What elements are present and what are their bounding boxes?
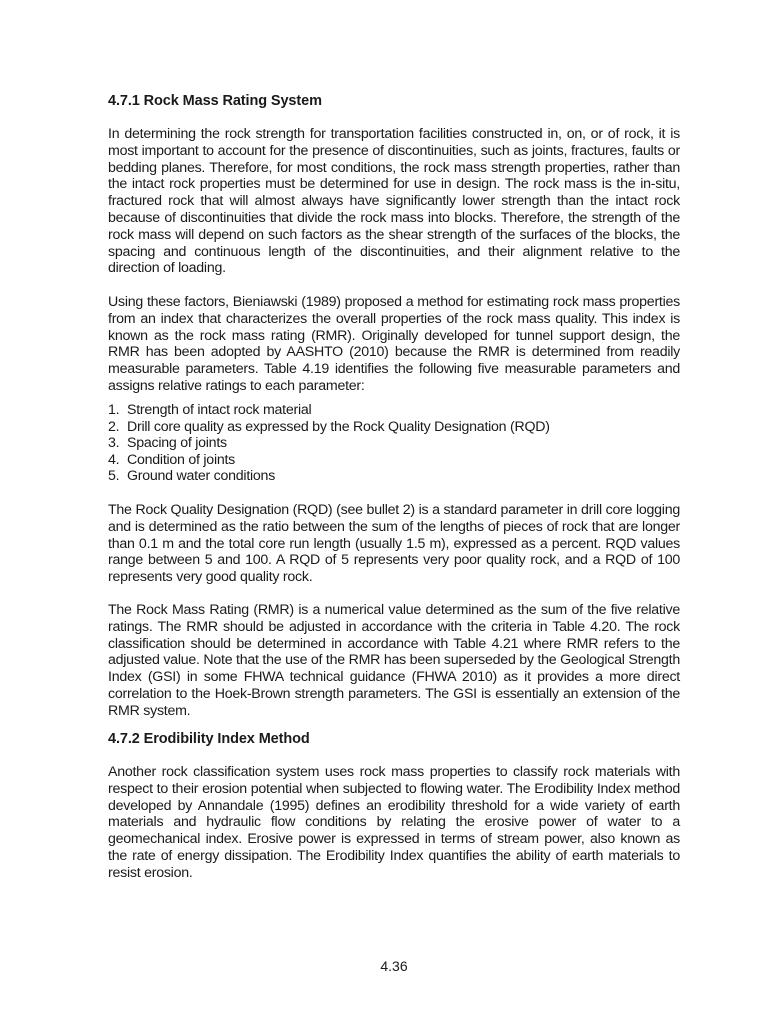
list-item-text: Drill core quality as expressed by the Rock Quality Designation (RQD) — [127, 418, 550, 435]
section-heading-4-7-1: 4.7.1 Rock Mass Rating System — [108, 93, 322, 109]
page-number: 4.36 — [380, 958, 408, 974]
list-item-number: 2. — [108, 418, 120, 435]
list-item — [108, 468, 680, 485]
paragraph-rmr: The Rock Mass Rating (RMR) is a numerical value determined as the sum of the five relative ratings. The RMR should be adjusted in accordance with the criteria in Table 4.20. The rock classification should be determined in accordance with Table 4.21 where RMR refers to the adjusted value. Note that the use of the RMR has been superseded by the Geological Strength Index (GSI) in some FHWA technical guidance (FHWA 2010) as it provides a more direct correlation to the Hoek-Brown strength parameters. The GSI is essentially an extension of the RMR system. — [108, 602, 680, 719]
list-item-number: 5. — [108, 468, 120, 484]
list-item — [108, 402, 680, 419]
list-item-number: 3. — [108, 435, 120, 451]
list-item-text: Spacing of joints — [127, 435, 227, 451]
list-item-number: 1. — [108, 402, 120, 418]
list-item-number: 4. — [108, 451, 120, 468]
document-page — [108, 0, 680, 1024]
paragraph-rqd: The Rock Quality Designation (RQD) (see bullet 2) is a standard parameter in drill core logging and is determined as the ratio between the sum of the lengths of pieces of rock that are longer than 0.1 m and the total core run length (usually 1.5 m), expressed as a percent. RQD values range between 5 and 100. A RQD of 5 represents very poor quality rock, and a RQD of 100 represents very good quality rock. — [108, 502, 680, 586]
list-item-text: Ground water conditions — [127, 468, 276, 484]
paragraph-rock-strength: In determining the rock strength for transportation facilities constructed in, on, or of rock, it is most important to account for the presence of discontinuities, such as joints, fractures, faults or bedding planes. Therefore, for most conditions, the rock mass strength properties, rather than the intact rock properties must be determined for use in design. The rock mass is the in-situ, fractured rock that will almost always have significantly lower strength than the intact rock because of discontinuities that divide the rock mass into blocks. Therefore, the strength of the rock mass will depend on such factors as the shear strength of the surfaces of the blocks, the spacing and continuous length of the discontinuities, and their alignment relative to the direction of loading. — [108, 126, 680, 277]
list-item — [108, 435, 680, 452]
paragraph-erodibility: Another rock classification system uses rock mass properties to classify rock materials with respect to their erosion potential when subjected to flowing water. The Erodibility Index method developed by Annandale (1995) defines an erodibility threshold for a wide variety of earth materials and hydraulic flow conditions by relating the erosive power of water to a geomechanical index. Erosive power is expressed in terms of stream power, also known as the rate of energy dissipation. The Erodibility Index quantifies the ability of earth materials to resist erosion. — [108, 764, 680, 881]
paragraph-bieniawski: Using these factors, Bieniawski (1989) proposed a method for estimating rock mass properties from an index that characterizes the overall properties of the rock mass quality. This index is known as the rock mass rating (RMR). Originally developed for tunnel support design, the RMR has been adopted by AASHTO (2010) because the RMR is determined from readily measurable parameters. Table 4.19 identifies the following five measurable parameters and assigns relative ratings to each parameter: — [108, 294, 680, 394]
parameter-list — [108, 402, 680, 485]
list-item-text: Condition of joints — [127, 451, 236, 468]
list-item — [108, 419, 680, 436]
section-heading-4-7-2: 4.7.2 Erodibility Index Method — [108, 731, 310, 747]
list-item — [108, 452, 680, 469]
list-item-text: Strength of intact rock material — [127, 402, 312, 418]
